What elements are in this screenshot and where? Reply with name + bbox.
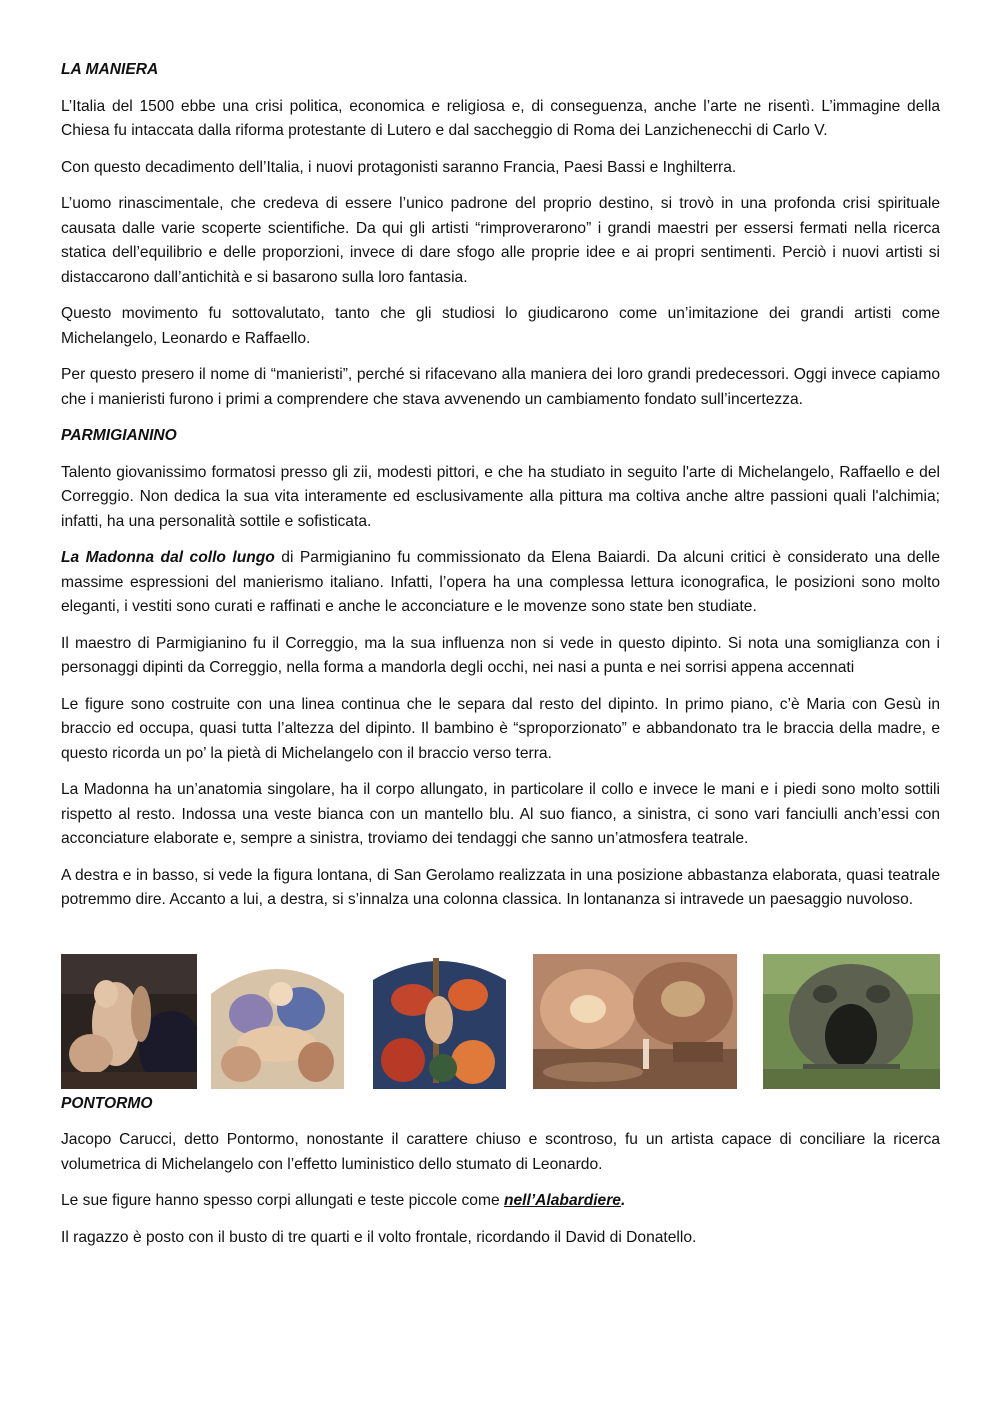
paragraph: Talento giovanissimo formatosi presso gli zii, modesti pittori, e che ha studiato in seguito l'arte di Michelangelo, Raffaello e del Correggio. Non dedica la sua vita interamente ed esclusivamente alla pittura ma coltiva anche altre passioni quali l'alchimia; infatti, ha una personalità sottile e sofisticata. bbox=[61, 463, 940, 530]
pontormo-body bbox=[61, 1128, 940, 1262]
sculpture-photo bbox=[763, 954, 940, 1089]
section-heading-pontormo: PONTORMO bbox=[61, 1095, 153, 1112]
paragraph: Per questo presero il nome di “manieristi”, perché si rifacevano alla maniera dei loro grandi predecessori. Oggi invece capiamo che i manieristi furono i primi a comprendere che stava avvenendo un cambiamento fondato sull’incertezza. bbox=[61, 366, 940, 408]
paragraph-text: Le sue figure hanno spesso corpi allungati e teste piccole come bbox=[61, 1192, 504, 1209]
paragraph-punctuation: . bbox=[620, 1192, 626, 1209]
painting-image bbox=[533, 954, 737, 1089]
paragraph: Questo movimento fu sottovalutato, tanto che gli studiosi lo giudicarono come un’imitazione dei grandi artisti come Michelangelo, Leonardo e Raffaello. bbox=[61, 305, 940, 347]
paragraph: Il maestro di Parmigianino fu il Correggio, ma la sua influenza non si vede in questo dipinto. Si nota una somiglianza con i personaggi dipinti da Correggio, nella forma a mandorla degli occhi, nei nasi a punta e nei sorrisi appena accennati bbox=[61, 634, 940, 676]
image-gallery bbox=[0, 953, 1000, 1091]
paragraph bbox=[61, 546, 940, 620]
paragraph: A destra e in basso, si vede la figura lontana, di San Gerolamo realizzata in una posizione abbastanza elaborata, quasi teatrale potremmo dire. Accanto a lui, a destra, si s’innalza una colonna classica. In lontananza si intravede un paesaggio nuvoloso. bbox=[61, 866, 940, 908]
paragraph bbox=[61, 1189, 940, 1214]
section-heading-maniera: LA MANIERA bbox=[61, 61, 159, 78]
painting-image bbox=[211, 954, 344, 1089]
paragraph: Il ragazzo è posto con il busto di tre quarti e il volto frontale, ricordando il David di Donatello. bbox=[61, 1228, 697, 1246]
paragraph: L’Italia del 1500 ebbe una crisi politica, economica e religiosa e, di conseguenza, anche l’arte ne risentì. L’immagine della Chiesa fu intaccata dalla riforma protestante di Lutero e dal saccheggio di Roma dei Lanzichenecchi di Carlo V. bbox=[61, 97, 940, 139]
paragraph: Con questo decadimento dell’Italia, i nuovi protagonisti saranno Francia, Paesi Bassi e Inghilterra. bbox=[61, 158, 737, 176]
paragraph: La Madonna ha un’anatomia singolare, ha il corpo allungato, in particolare il collo e invece le mani e i piedi sono molto sottili rispetto al resto. Indossa una veste bianca con un mantello blu. Al suo fianco, a sinistra, ci sono vari fanciulli anch’essi con acconciature elaborate e, sempre a sinistra, troviamo dei tendaggi che sanno un’atmosfera teatrale. bbox=[61, 781, 940, 847]
paragraph: Jacopo Carucci, detto Pontormo, nonostante il carattere chiuso e scontroso, fu un artista capace di conciliare la ricerca volumetrica di Michelangelo con l’effetto luministico dello stumato di Leonardo. bbox=[61, 1131, 940, 1173]
artwork-link[interactable]: nell’Alabardiere bbox=[503, 1192, 621, 1209]
painting-image bbox=[373, 950, 506, 1089]
artwork-title: La Madonna dal collo lungo bbox=[61, 549, 275, 566]
paragraph: Le figure sono costruite con una linea continua che le separa dal resto del dipinto. In primo piano, c’è Maria con Gesù in braccio ed occupa, quasi tutta l’altezza del dipinto. Il bambino è “sproporzionato” e abbandonato tra le braccia della madre, e questo ricorda un po’ la pietà di Michelangelo con il braccio verso terra. bbox=[61, 695, 940, 762]
section-heading-parmigianino: PARMIGIANINO bbox=[61, 427, 177, 444]
paragraph-text: di Parmigianino fu commissionato da Elena Baiardi. Da alcuni critici è considerato una delle massime espressioni del manierismo italiano. Infatti, l’opera ha una complessa lettura iconografica, le posizioni sono molto eleganti, i vestiti sono curati e raffinati e anche le acconciature e le movenze sono state ben studiate. bbox=[61, 549, 940, 615]
paragraph: L’uomo rinascimentale, che credeva di essere l’unico padrone del proprio destino, si trovò in una profonda crisi spirituale causata dalle varie scoperte scientifiche. Da qui gli artisti “rimproverarono” i grandi maestri per essersi fermati nella ricerca statica dell’equilibrio e delle proporzioni, invece di dare sfogo alle proprie idee e ai propri sentimenti. Perciò i nuovi artisti si distaccarono dall’antichità e si basarono sulla loro fantasia. bbox=[61, 195, 940, 286]
document-page bbox=[61, 58, 940, 925]
painting-image bbox=[61, 954, 197, 1089]
